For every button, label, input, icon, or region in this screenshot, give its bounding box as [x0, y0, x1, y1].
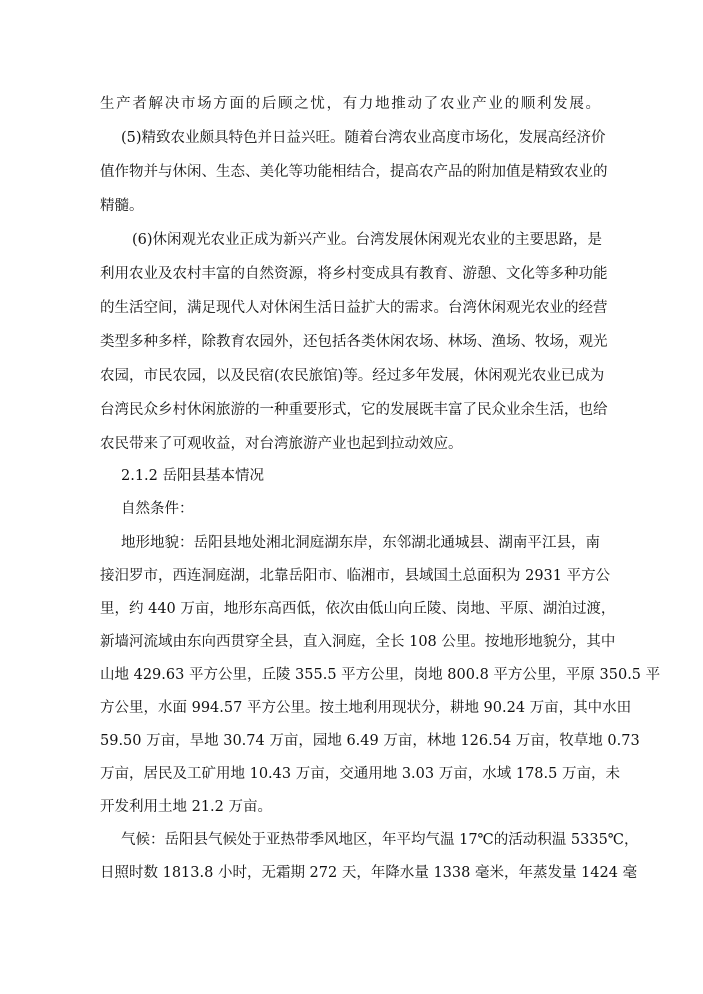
- subheading: 自然条件：: [121, 501, 194, 517]
- text-line: (5)精致农业颇具特色并日益兴旺。随着台湾农业高度市场化，发展高经济价: [121, 130, 606, 146]
- text-line: 类型多种多样，除教育农园外，还包括各类休闲农场、林场、渔场、牧场，观光: [100, 334, 608, 350]
- text-line: 万亩，居民及工矿用地 10.43 万亩，交通用地 3.03 万亩，水域 178.5 万亩，未: [100, 766, 620, 782]
- text-line: 地形地貌：岳阳县地处湘北洞庭湖东岸，东邻湖北通城县、湖南平江县，南: [121, 535, 600, 551]
- text-line: 利用农业及农村丰富的自然资源，将乡村变成具有教育、游憩、文化等多种功能: [100, 266, 608, 282]
- text-line: 方公里，水面 994.57 平方公里。按土地利用现状分，耕地 90.24 万亩，其中水田: [100, 700, 632, 716]
- text-line: 日照时数 1813.8 小时，无霜期 272 天，年降水量 1338 毫米，年蒸发量 1424 毫: [100, 865, 638, 881]
- text-line: 值作物并与休闲、生态、美化等功能相结合，提高农产品的附加值是精致农业的: [100, 164, 608, 180]
- text-line: 接汨罗市，西连洞庭湖，北靠岳阳市、临湘市，县域国土总面积为 2931 平方公: [100, 568, 611, 584]
- section-heading: 2.1.2 岳阳县基本情况: [121, 468, 265, 484]
- text-line: 台湾民众乡村休闲旅游的一种重要形式，它的发展既丰富了民众业余生活，也给: [100, 402, 608, 418]
- text-line: 的生活空间，满足现代人对休闲生活日益扩大的需求。台湾休闲观光农业的经营: [100, 300, 608, 316]
- text-line: 精髓。: [100, 198, 144, 214]
- text-line: 新墙河流域由东向西贯穿全县，直入洞庭，全长 108 公里。按地形地貌分，其中: [100, 634, 616, 650]
- text-line: 气候：岳阳县气候处于亚热带季风地区，年平均气温 17℃的活动积温 5335℃，: [121, 832, 639, 848]
- text-line: 生产者解决市场方面的后顾之忧，有力地推动了农业产业的顺利发展。: [100, 96, 600, 112]
- text-line: (6)休闲观光农业正成为新兴产业。台湾发展休闲观光农业的主要思路，是: [132, 232, 603, 248]
- text-line: 59.50 万亩，旱地 30.74 万亩，园地 6.49 万亩，林地 126.54 万亩，牧草地 0.73: [100, 733, 640, 749]
- text-line: 里，约 440 万亩，地形东高西低，依次由低山向丘陵、岗地、平原、湖泊过渡，: [100, 601, 616, 617]
- text-line: 农民带来了可观收益，对台湾旅游产业也起到拉动效应。: [100, 436, 463, 452]
- text-line: 农园，市民农园，以及民宿(农民旅馆)等。经过多年发展，休闲观光农业已成为: [100, 368, 605, 384]
- text-line: 开发利用土地 21.2 万亩。: [100, 799, 273, 815]
- text-line: 山地 429.63 平方公里，丘陵 355.5 平方公里，岗地 800.8 平方公里，平原 350.5 平: [100, 667, 661, 683]
